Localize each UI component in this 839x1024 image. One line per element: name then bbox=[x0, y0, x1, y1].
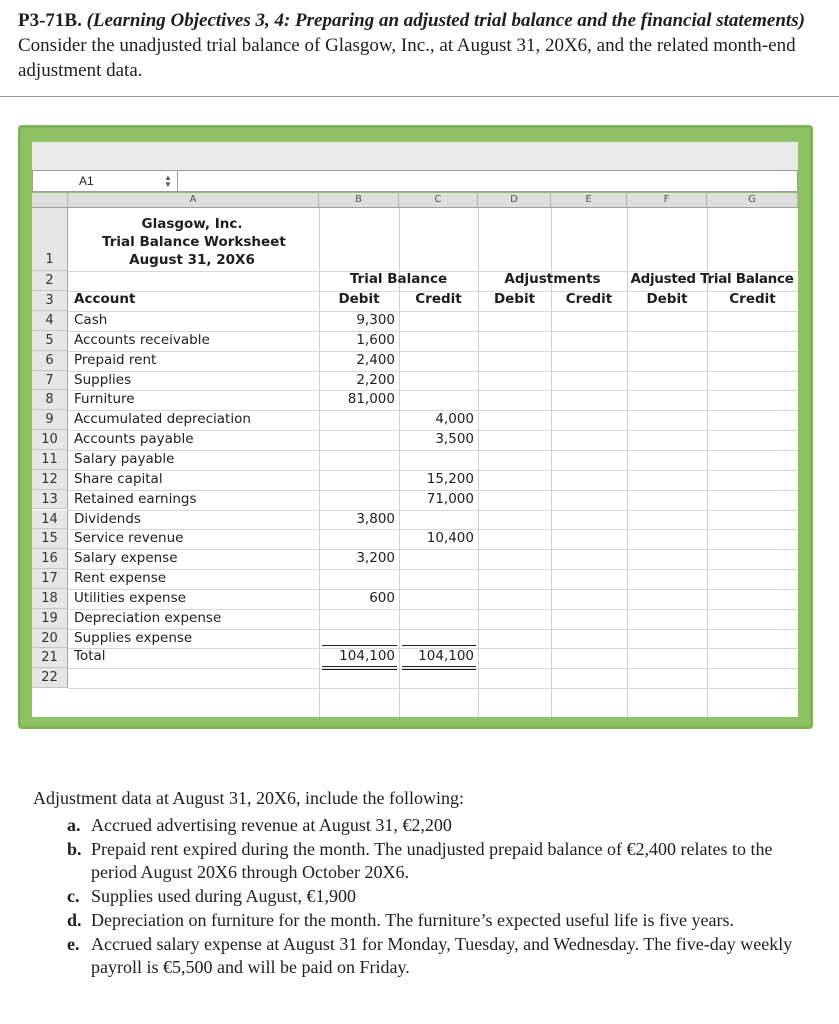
tb-debit-value: 1,600 bbox=[356, 331, 395, 348]
account-name: Salary expense bbox=[74, 550, 178, 567]
account-name: Retained earnings bbox=[74, 490, 197, 507]
tb-debit-value: 81,000 bbox=[347, 391, 395, 408]
account-name: Salary payable bbox=[74, 450, 175, 467]
account-name: Share capital bbox=[74, 470, 163, 487]
column-header-d[interactable]: D bbox=[478, 193, 551, 208]
adjustment-intro: Adjustment data at August 31, 20X6, include the following: bbox=[33, 788, 464, 808]
account-name: Supplies bbox=[74, 371, 132, 388]
divider bbox=[0, 96, 839, 97]
spreadsheet-window bbox=[18, 125, 813, 729]
adjustment-item-d: d. Depreciation on furniture for the month. The furniture’s expected useful life is five years. bbox=[67, 910, 734, 930]
account-name: Accounts receivable bbox=[74, 331, 210, 348]
total-label: Total bbox=[74, 648, 106, 664]
learning-objectives: (Learning Objectives 3, 4: Preparing an adjusted trial balance and the financial statements) bbox=[86, 10, 805, 31]
select-all-corner[interactable] bbox=[32, 193, 68, 208]
row-header-19[interactable]: 19 bbox=[32, 609, 68, 629]
account-name: Rent expense bbox=[74, 570, 167, 587]
row-header-17[interactable]: 17 bbox=[32, 569, 68, 589]
trial-balance-header: Trial Balance bbox=[349, 271, 448, 287]
worksheet-name: Trial Balance Worksheet bbox=[102, 234, 286, 250]
tb-debit-header: Debit bbox=[338, 291, 380, 307]
column-header-b[interactable]: B bbox=[319, 193, 399, 208]
tb-credit-value: 10,400 bbox=[426, 530, 474, 547]
atb-credit-header: Credit bbox=[729, 291, 776, 307]
row-header-21[interactable]: 21 bbox=[32, 648, 68, 668]
tb-debit-value: 2,400 bbox=[356, 351, 395, 368]
problem-text: Consider the unadjusted trial balance of Glasgow, Inc., at August 31, 20X6, and the related month-end adjustment data. bbox=[18, 35, 796, 81]
updown-arrow-icon[interactable]: ▲ ▼ bbox=[164, 173, 172, 189]
row-header-13[interactable]: 13 bbox=[32, 490, 68, 510]
total-credit: 104,100 bbox=[418, 648, 474, 664]
formula-bar bbox=[32, 170, 798, 192]
worksheet-date: August 31, 20X6 bbox=[129, 252, 255, 268]
account-name: Depreciation expense bbox=[74, 609, 222, 626]
total-debit: 104,100 bbox=[339, 648, 395, 664]
account-header: Account bbox=[74, 291, 136, 307]
adjustment-item-c: c. Supplies used during August, €1,900 bbox=[67, 886, 357, 906]
row-header-14[interactable]: 14 bbox=[32, 510, 68, 530]
tb-debit-value: 600 bbox=[369, 589, 395, 606]
spreadsheet-grid[interactable] bbox=[32, 193, 798, 717]
name-box[interactable] bbox=[33, 171, 178, 191]
row-header-9[interactable]: 9 bbox=[32, 410, 68, 430]
row-header-3[interactable]: 3 bbox=[32, 291, 68, 311]
row-header-12[interactable]: 12 bbox=[32, 470, 68, 490]
account-name: Prepaid rent bbox=[74, 351, 157, 368]
row-header-15[interactable]: 15 bbox=[32, 529, 68, 549]
tb-credit-value: 4,000 bbox=[435, 411, 474, 428]
row-header-1[interactable]: 1 bbox=[32, 208, 68, 271]
row-header-22[interactable]: 22 bbox=[32, 668, 68, 688]
column-header-f[interactable]: F bbox=[627, 193, 707, 208]
column-header-a[interactable]: A bbox=[68, 193, 319, 208]
worksheet-title bbox=[102, 215, 286, 269]
adjustments-header: Adjustments bbox=[504, 271, 601, 287]
account-name: Dividends bbox=[74, 510, 141, 527]
adjustment-item-a: a. Accrued advertising revenue at August 31, €2,200 bbox=[67, 815, 452, 835]
account-name: Service revenue bbox=[74, 530, 184, 547]
account-name: Accounts payable bbox=[74, 431, 194, 448]
adjustment-item-b: b. Prepaid rent expired during the month. The unadjusted prepaid balance of €2,400 relates to the period August 20X6 through October 20X6. bbox=[67, 839, 773, 882]
adjusted-trial-balance-header: Adjusted Trial Balance bbox=[630, 271, 794, 287]
adjustment-item-e: e. Accrued salary expense at August 31 for Monday, Tuesday, and Wednesday. The five-day weekly payroll is €5,500 and will be paid on Friday. bbox=[67, 934, 793, 977]
tb-credit-value: 71,000 bbox=[426, 490, 474, 507]
adjustment-data bbox=[33, 787, 813, 980]
account-name: Furniture bbox=[74, 391, 135, 408]
account-name: Supplies expense bbox=[74, 629, 193, 646]
row-header-7[interactable]: 7 bbox=[32, 371, 68, 391]
account-name: Utilities expense bbox=[74, 589, 186, 606]
tb-credit-header: Credit bbox=[415, 291, 462, 307]
row-header-8[interactable]: 8 bbox=[32, 390, 68, 410]
tb-debit-value: 3,200 bbox=[356, 550, 395, 567]
problem-statement bbox=[18, 8, 818, 83]
account-name: Accumulated depreciation bbox=[74, 411, 251, 428]
spreadsheet-toolbar bbox=[32, 142, 798, 170]
adj-credit-header: Credit bbox=[565, 291, 613, 307]
problem-id: P3-71B. bbox=[18, 10, 82, 31]
row-header-6[interactable]: 6 bbox=[32, 351, 68, 371]
row-header-20[interactable]: 20 bbox=[32, 629, 68, 649]
column-header-c[interactable]: C bbox=[399, 193, 478, 208]
tb-debit-value: 3,800 bbox=[356, 510, 395, 527]
row-header-2[interactable]: 2 bbox=[32, 271, 68, 291]
tb-credit-value: 3,500 bbox=[435, 431, 474, 448]
adj-debit-header: Debit bbox=[493, 291, 536, 307]
column-header-g[interactable]: G bbox=[707, 193, 798, 208]
tb-debit-value: 2,200 bbox=[356, 371, 395, 388]
tb-credit-value: 15,200 bbox=[426, 470, 474, 487]
row-header-4[interactable]: 4 bbox=[32, 311, 68, 331]
row-header-18[interactable]: 18 bbox=[32, 589, 68, 609]
account-name: Cash bbox=[74, 312, 108, 328]
row-header-10[interactable]: 10 bbox=[32, 430, 68, 450]
adjustment-list bbox=[33, 814, 813, 979]
row-header-5[interactable]: 5 bbox=[32, 331, 68, 351]
row-header-16[interactable]: 16 bbox=[32, 549, 68, 569]
row-header-11[interactable]: 11 bbox=[32, 450, 68, 470]
column-header-e[interactable]: E bbox=[551, 193, 627, 208]
atb-debit-header: Debit bbox=[646, 291, 688, 307]
tb-debit-value: 9,300 bbox=[356, 312, 395, 328]
cell-reference: A1 bbox=[79, 174, 94, 188]
company-name: Glasgow, Inc. bbox=[141, 216, 243, 232]
